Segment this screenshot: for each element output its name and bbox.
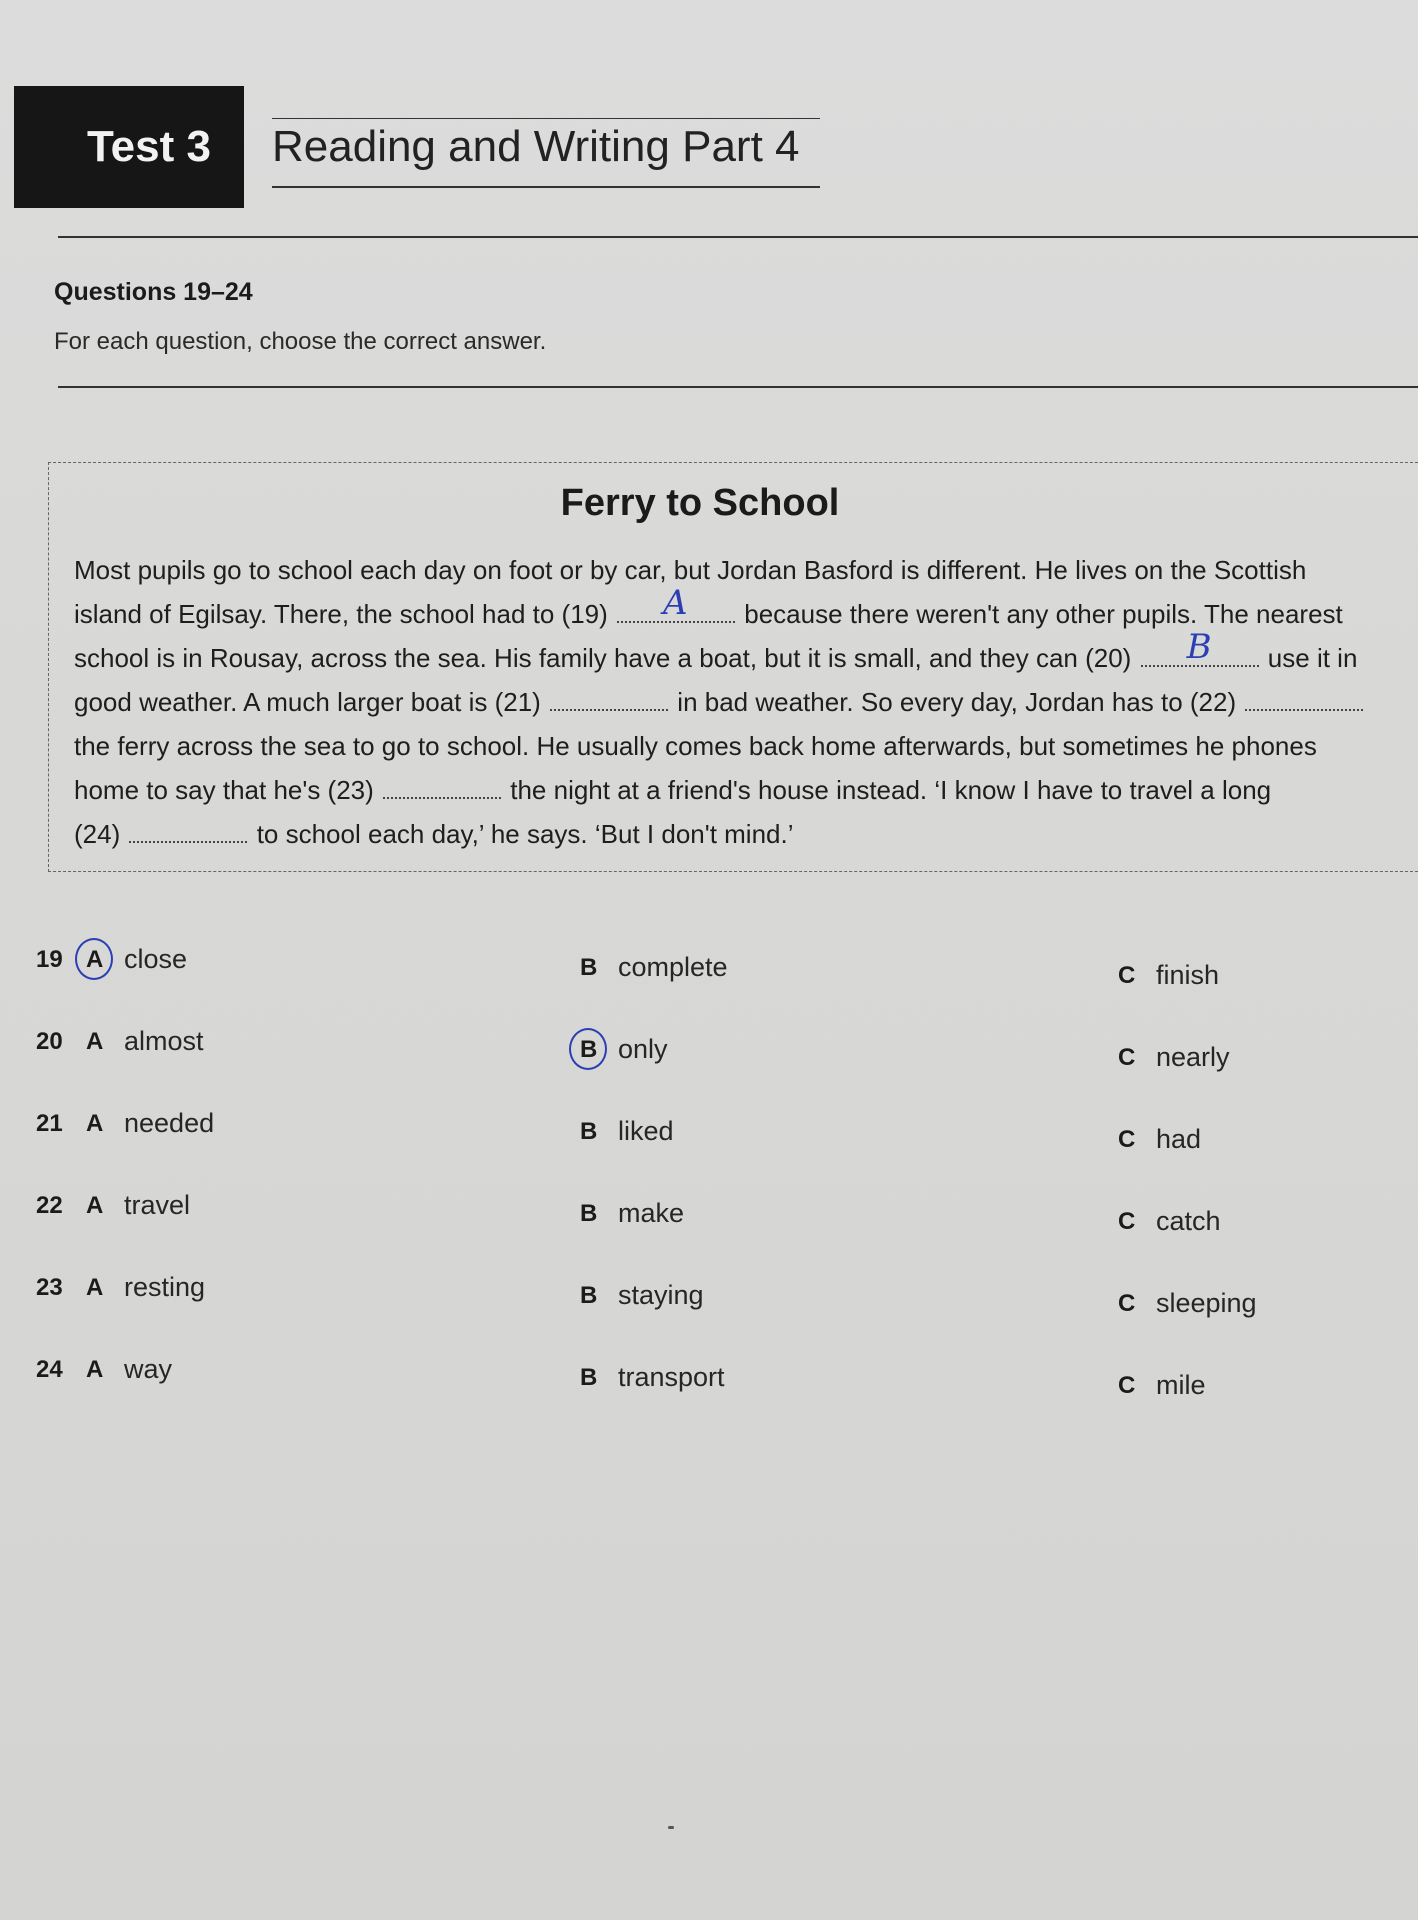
instruction-divider — [58, 386, 1418, 388]
title-top-rule — [272, 118, 820, 119]
option-text[interactable]: only — [618, 1034, 668, 1064]
option-letter-c[interactable]: C — [1118, 1372, 1136, 1399]
option-letter-b[interactable]: B — [580, 1282, 598, 1309]
option-text[interactable]: sleeping — [1156, 1288, 1257, 1318]
passage-segment: island of Egilsay. There, the school had to (19) — [74, 599, 616, 629]
option-letter-c[interactable]: C — [1118, 962, 1136, 989]
passage-line — [74, 812, 1418, 856]
option-letter-a[interactable]: A — [86, 1028, 104, 1055]
page-mark — [668, 1826, 674, 1829]
passage-line — [74, 627, 1418, 680]
option-letter-c[interactable]: C — [1118, 1290, 1136, 1317]
passage-title: Ferry to School — [560, 482, 840, 524]
option-letter-b[interactable]: B — [580, 1118, 598, 1145]
handwritten-answer: B — [1186, 627, 1212, 667]
passage-segment: school is in Rousay, across the sea. His family have a boat, but it is small, and they can (20) — [74, 643, 1139, 673]
option-letter-c[interactable]: C — [1118, 1208, 1136, 1235]
passage-segment: to school each day,’ he says. ‘But I don't mind.’ — [249, 819, 794, 849]
option-text[interactable]: resting — [124, 1272, 206, 1302]
option-text[interactable]: complete — [618, 952, 728, 982]
question-number: 19 — [36, 946, 63, 973]
passage-segment: Most pupils go to school each day on foot or by car, but Jordan Basford is different. He lives on the Scottish — [74, 555, 1307, 585]
option-text[interactable]: needed — [124, 1108, 215, 1138]
question-number: 23 — [36, 1274, 63, 1301]
passage-segment: use it in — [1260, 643, 1358, 673]
option-letter-a[interactable]: A — [86, 1274, 104, 1301]
option-text[interactable]: way — [124, 1354, 173, 1384]
passage-line — [74, 768, 1418, 812]
option-letter-a[interactable]: A — [86, 946, 104, 973]
passage-segment: the night at a friend's house instead. ‘I know I have to travel a long — [503, 775, 1272, 805]
passage-line — [74, 680, 1418, 724]
passage-segment: in bad weather. So every day, Jordan has to (22) — [670, 687, 1244, 717]
pen-circle-mark — [75, 938, 113, 980]
question-number: 24 — [36, 1356, 63, 1383]
questions-heading: Questions 19–24 — [54, 278, 253, 306]
option-text[interactable]: finish — [1156, 960, 1220, 990]
option-text[interactable]: close — [124, 944, 188, 974]
option-letter-a[interactable]: A — [86, 1192, 104, 1219]
option-letter-b[interactable]: B — [580, 1036, 598, 1063]
option-text[interactable]: mile — [1156, 1370, 1206, 1400]
option-text[interactable]: liked — [618, 1116, 674, 1146]
option-text[interactable]: travel — [124, 1190, 191, 1220]
answer-gap[interactable] — [550, 691, 668, 711]
test-label: Test 3 — [14, 86, 244, 208]
answer-gap[interactable] — [1245, 691, 1363, 711]
option-letter-b[interactable]: B — [580, 1364, 598, 1391]
option-letter-b[interactable]: B — [580, 1200, 598, 1227]
header-divider — [58, 236, 1418, 238]
question-number: 22 — [36, 1192, 63, 1219]
passage-segment: (24) — [74, 819, 128, 849]
answer-gap[interactable] — [1141, 627, 1259, 667]
option-text[interactable]: staying — [618, 1280, 704, 1310]
passage-segment: because there weren't any other pupils. The nearest — [737, 599, 1343, 629]
handwritten-answer: A — [663, 583, 688, 623]
option-letter-a[interactable]: A — [86, 1110, 104, 1137]
passage-line — [74, 583, 1418, 636]
answer-gap[interactable] — [383, 779, 501, 799]
passage-segment: the ferry across the sea to go to school. He usually comes back home afterwards, but sometimes he phones — [74, 731, 1317, 761]
option-text[interactable]: transport — [618, 1362, 725, 1392]
option-letter-c[interactable]: C — [1118, 1126, 1136, 1153]
part-title: Reading and Writing Part 4 — [272, 122, 800, 171]
option-text[interactable]: catch — [1156, 1206, 1221, 1236]
passage-line — [74, 548, 1418, 592]
passage-segment: good weather. A much larger boat is (21) — [74, 687, 549, 717]
answer-gap[interactable] — [617, 583, 735, 623]
option-letter-a[interactable]: A — [86, 1356, 104, 1383]
passage-text — [74, 548, 1418, 856]
option-text[interactable]: had — [1156, 1124, 1202, 1154]
question-number: 21 — [36, 1110, 63, 1137]
instruction-text: For each question, choose the correct answer. — [54, 328, 547, 355]
option-text[interactable]: make — [618, 1198, 685, 1228]
option-letter-b[interactable]: B — [580, 954, 598, 981]
pen-circle-mark — [569, 1028, 607, 1070]
passage-segment: home to say that he's (23) — [74, 775, 382, 805]
answer-gap[interactable] — [129, 823, 247, 843]
passage-line — [74, 724, 1418, 768]
option-letter-c[interactable]: C — [1118, 1044, 1136, 1071]
question-number: 20 — [36, 1028, 63, 1055]
option-text[interactable]: nearly — [1156, 1042, 1230, 1072]
option-text[interactable]: almost — [124, 1026, 204, 1056]
title-bottom-rule — [272, 186, 820, 188]
